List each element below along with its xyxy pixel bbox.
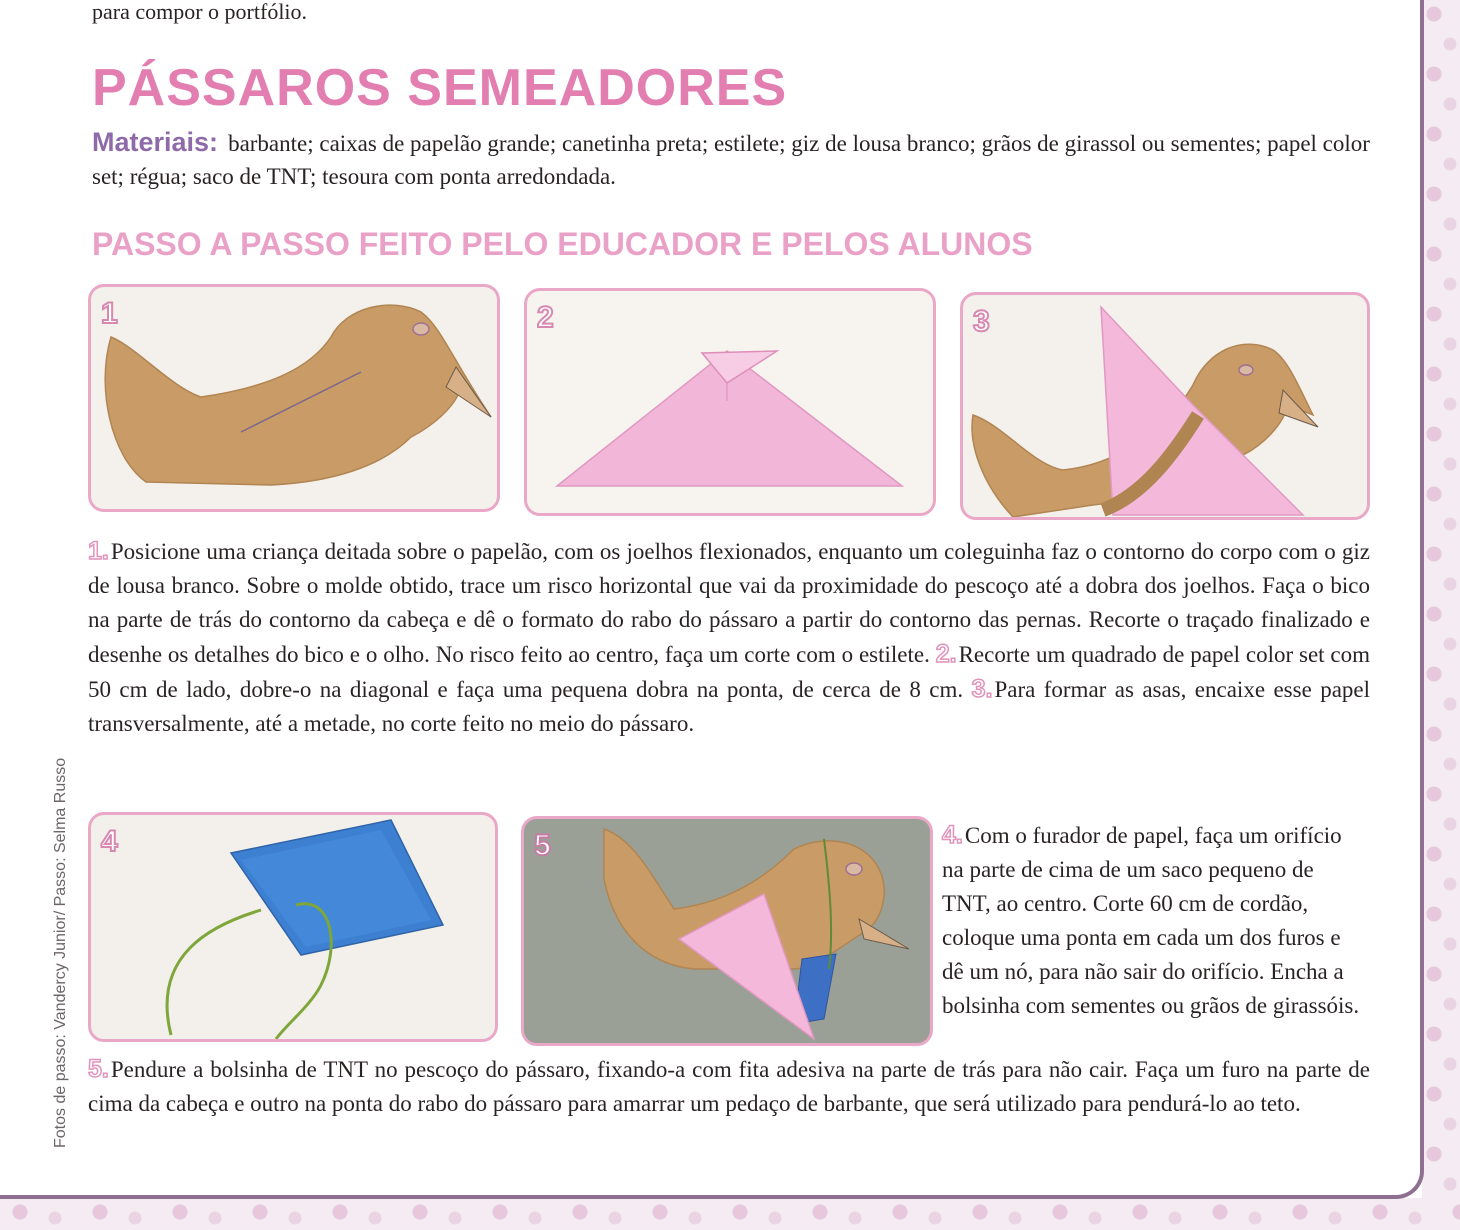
step-text-5: Pendure a bolsinha de TNT no pescoço do pássaro, fixando-a com fita adesiva na parte de trás para não cair. Faça um furo na parte de cima da cabeça e outro na ponta do rabo do pássaro para amarrar um pedaço de barbante, que será utilizado para pendurá-lo ao teto.	[88, 1057, 1370, 1116]
step-number-2: 2.	[935, 640, 957, 668]
bird-with-wings-illustration	[963, 295, 1367, 517]
folded-paper-illustration	[527, 291, 933, 513]
step-text-1: Posicione uma criança deitada sobre o papelão, com os joelhos flexionados, enquanto um coleguinha faz o contorno do corpo com o giz de lousa branco. Sobre o molde obtido, trace um risco horizontal que vai da proximidade do pescoço até a dobra dos joelhos. Faça o bico na parte de trás do contorno da cabeça e dê o formato do rabo do pássaro a partir do contorno das pernas. Recorte o traçado finalizado e desenhe os detalhes do bico e o olho. No risco feito ao centro, faça um corte com o estilete.	[88, 539, 1370, 667]
step-number-4: 4.	[942, 821, 963, 849]
step-text-4: Com o furador de papel, faça um orifício na parte de cima de um saco pequeno de TNT, ao centro. Corte 60 cm de cordão, coloque uma ponta em cada um dos furos e dê um nó, para não sair do orifício. Encha a bolsinha com sementes ou grãos de girassóis.	[942, 823, 1360, 1018]
step-photo-5	[521, 816, 933, 1046]
photo-number-1: 1	[101, 297, 118, 330]
finished-bird-illustration	[524, 819, 930, 1043]
photo-number-5: 5	[534, 829, 551, 862]
step-photo-1	[88, 284, 500, 512]
step-number-1: 1.	[88, 537, 109, 565]
decorative-border-right	[1422, 0, 1460, 1230]
decorative-border-bottom	[0, 1198, 1460, 1230]
step-photo-4	[88, 812, 498, 1042]
step-number-3: 3.	[971, 675, 993, 703]
step-4-paragraph	[942, 818, 1362, 1023]
cardboard-bird-illustration	[91, 287, 497, 509]
previous-section-tail: para compor o portfólio.	[92, 0, 308, 24]
photo-number-4: 4	[101, 825, 118, 858]
step-photo-3	[960, 292, 1370, 520]
section-subtitle: PASSO A PASSO FEITO PELO EDUCADOR E PELOS ALUNOS	[92, 226, 1033, 262]
step-photo-2	[524, 288, 936, 516]
step-text-2: Recorte um quadrado de papel color set com 50 cm de lado, dobre-o na diagonal e faça uma pequena dobra na ponta, de cerca de 8 cm.	[88, 642, 1371, 702]
materials-text: barbante; caixas de papelão grande; canetinha preta; estilete; giz de lousa branco; grãos de girassol ou sementes; papel color set; régua; saco de TNT; tesoura com ponta arredondada.	[92, 131, 1370, 189]
materials-block	[92, 126, 1392, 193]
materials-label: Materiais:	[92, 127, 219, 157]
steps-1-3-paragraph	[88, 534, 1370, 741]
photo-number-3: 3	[973, 305, 990, 338]
photo-credit: Fotos de passo: Vandercy Junior/ Passo: Selma Russo	[52, 757, 69, 1148]
blue-bag-illustration	[91, 815, 495, 1039]
photo-number-2: 2	[537, 301, 554, 334]
page-title: PÁSSAROS SEMEADORES	[92, 59, 788, 117]
step-text-3: Para formar as asas, encaixe esse papel transversalmente, até a metade, no corte feito no meio do pássaro.	[88, 677, 1371, 736]
step-5-paragraph	[88, 1052, 1370, 1121]
step-number-5: 5.	[88, 1055, 109, 1083]
